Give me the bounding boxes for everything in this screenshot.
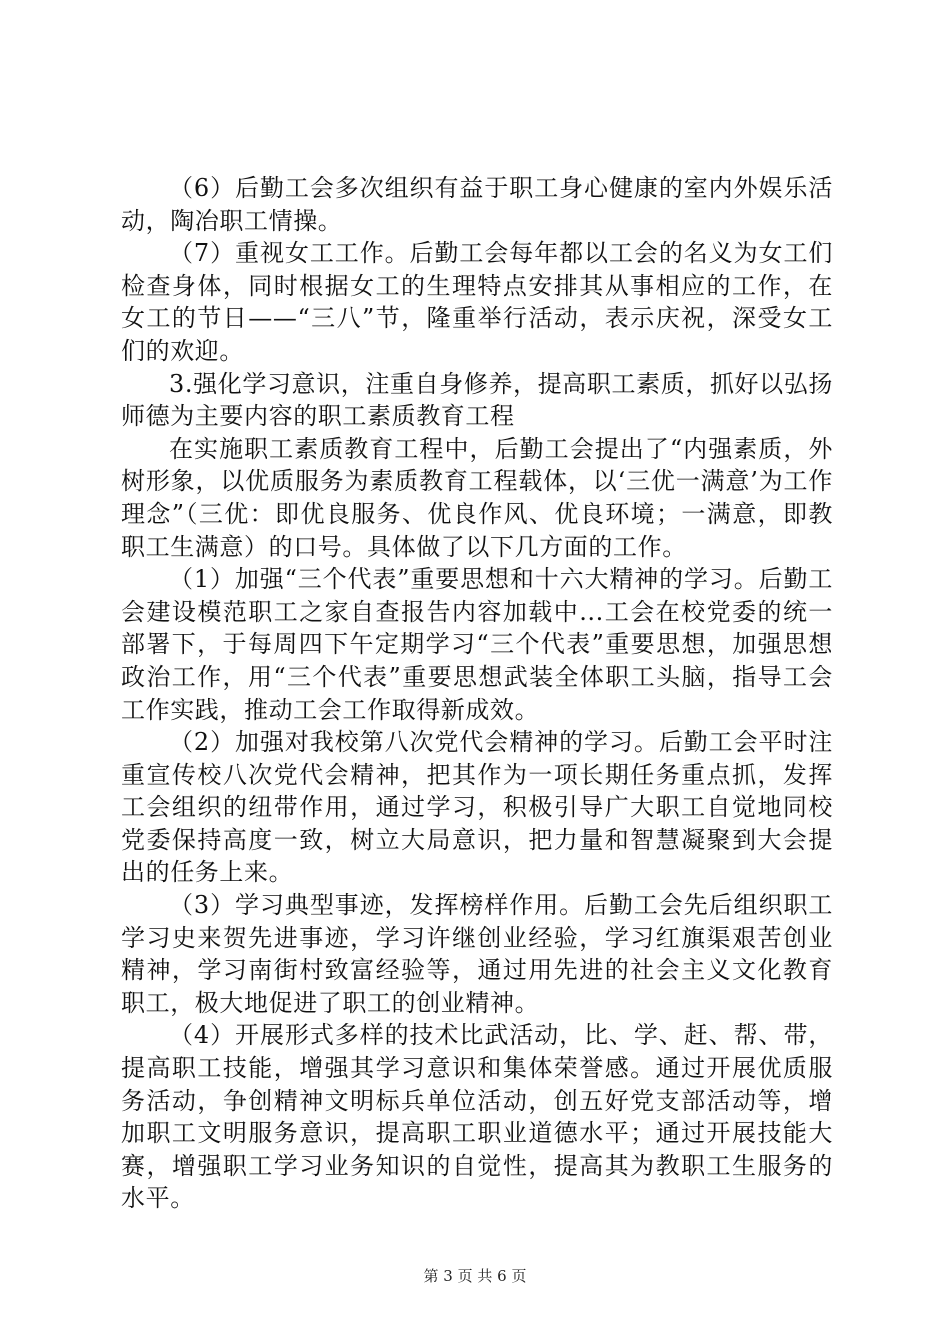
body-text bbox=[121, 172, 833, 1215]
paragraph-item-7: （7）重视女工工作。后勤工会每年都以工会的名义为女工们检查身体，同时根据女工的生理特点安排其从事相应的工作，在女工的节日——“三八”节，隆重举行活动，表示庆祝，深受女工们的欢迎。 bbox=[121, 239, 833, 365]
page-number: 第 3 页 共 6 页 bbox=[423, 1267, 527, 1285]
section-heading-3: 3.强化学习意识，注重自身修养，提高职工素质，抓好以弘扬师德为主要内容的职工素质教育工程 bbox=[121, 369, 833, 431]
paragraph-intro: 在实施职工素质教育工程中，后勤工会提出了“内强素质，外树形象，以优质服务为素质教育工程载体，以‘三优一满意’为工作理念”（三优：即优良服务、优良作风、优良环境；一满意，即教职工生满意）的口号。具体做了以下几方面的工作。 bbox=[121, 434, 833, 561]
paragraph-item-6: （6）后勤工会多次组织有益于职工身心健康的室内外娱乐活动，陶冶职工情操。 bbox=[121, 174, 833, 235]
page-footer bbox=[0, 1266, 950, 1286]
paragraph-item-3: （3）学习典型事迹，发挥榜样作用。后勤工会先后组织职工学习史来贺先进事迹，学习许继创业经验，学习红旗渠艰苦创业精神，学习南街村致富经验等，通过用先进的社会主义文化教育职工，极大地促进了职工的创业精神。 bbox=[121, 891, 833, 1017]
paragraph-item-1: （1）加强“三个代表”重要思想和十六大精神的学习。后勤工会建设模范职工之家自查报告内容加载中...工会在校党委的统一部署下，于每周四下午定期学习“三个代表”重要思想，加强思想政治工作，用“三个代表”重要思想武装全体职工头脑，指导工会工作实践，推动工会工作取得新成效。 bbox=[121, 565, 833, 724]
paragraph-item-4: （4）开展形式多样的技术比武活动，比、学、赶、帮、带，提高职工技能，增强其学习意识和集体荣誉感。通过开展优质服务活动，争创精神文明标兵单位活动，创五好党支部活动等，增加职工文明服务意识，提高职工职业道德水平；通过开展技能大赛，增强职工学习业务知识的自觉性，提高其为教职工生服务的水平。 bbox=[121, 1021, 833, 1213]
paragraph-item-2: （2）加强对我校第八次党代会精神的学习。后勤工会平时注重宣传校八次党代会精神，把其作为一项长期任务重点抓，发挥工会组织的纽带作用，通过学习，积极引导广大职工自觉地同校党委保持高度一致，树立大局意识，把力量和智慧凝聚到大会提出的任务上来。 bbox=[121, 728, 833, 887]
